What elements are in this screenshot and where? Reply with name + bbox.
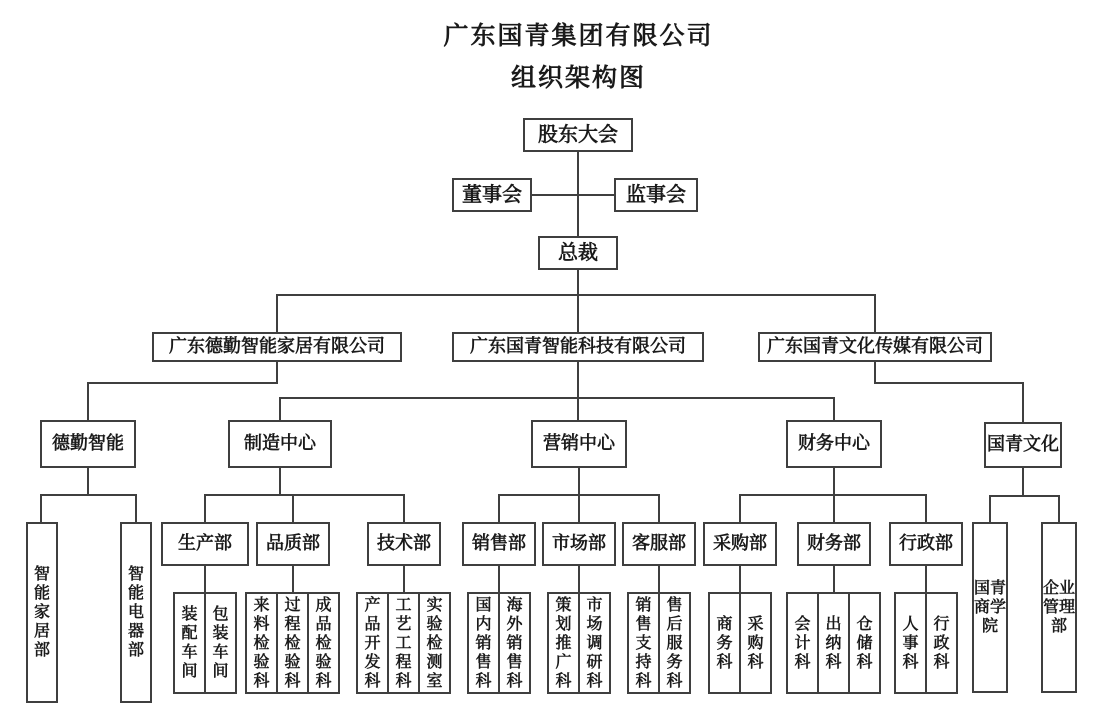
- connector-line: [989, 495, 1060, 497]
- node-board-of-directors: 董事会: [452, 178, 532, 212]
- node-center-marketing: 营销中心: [531, 420, 627, 468]
- node-dept-admin: 行政部: [889, 522, 963, 566]
- node-dept-technology: 技术部: [367, 522, 441, 566]
- node-domestic-sales: 国内销售科: [475, 596, 492, 690]
- node-after-sales-service: 售后服务科: [658, 594, 689, 692]
- sub-group-finance: [786, 592, 881, 694]
- connector-line: [1058, 496, 1060, 522]
- connector-line: [279, 398, 281, 420]
- connector-line: [87, 468, 89, 495]
- node-purchasing-section: 采购科: [739, 594, 770, 692]
- node-cashier-section: 出纳科: [817, 594, 848, 692]
- node-testing-lab: 实验检测室: [418, 594, 449, 692]
- connector-line: [279, 397, 835, 399]
- sub-group-admin: [894, 592, 958, 694]
- node-process-engineering: 工艺工程科: [387, 594, 418, 692]
- connector-line: [578, 468, 580, 495]
- connector-line: [87, 383, 89, 420]
- node-dept-quality: 品质部: [256, 522, 330, 566]
- connector-line: [739, 495, 741, 522]
- connector-line: [1022, 383, 1024, 422]
- node-dept-market: 市场部: [542, 522, 616, 566]
- sub-group-customer-service: [627, 592, 691, 694]
- node-company-guoqing-tech: 广东国青智能科技有限公司: [452, 332, 704, 362]
- connector-line: [403, 495, 405, 522]
- node-dept-sales: 销售部: [462, 522, 536, 566]
- connector-line: [989, 496, 991, 522]
- node-dept-production: 生产部: [161, 522, 249, 566]
- node-sales-support: 销售支持科: [635, 596, 652, 690]
- node-smart-home-dept: 智能家居部: [26, 522, 58, 703]
- connector-line: [204, 566, 206, 592]
- node-final-inspection: 成品检验科: [307, 594, 338, 692]
- connector-line: [833, 468, 835, 495]
- connector-line: [577, 362, 579, 420]
- connector-line: [739, 494, 927, 496]
- sub-group-market: [547, 592, 611, 694]
- connector-line: [833, 566, 835, 592]
- node-overseas-sales: 海外销售科: [498, 594, 529, 692]
- connector-line: [578, 495, 580, 522]
- chart-title-line2: 组织架构图: [510, 64, 646, 92]
- node-center-manufacturing: 制造中心: [228, 420, 332, 468]
- connector-line: [403, 566, 405, 592]
- connector-line: [87, 382, 278, 384]
- connector-line: [204, 494, 405, 496]
- connector-line: [833, 495, 835, 522]
- connector-line: [833, 398, 835, 420]
- connector-line: [40, 494, 137, 496]
- node-market-research: 市场调研科: [578, 594, 609, 692]
- connector-line: [577, 270, 579, 295]
- connector-line: [204, 495, 206, 522]
- node-guoqing-business-school: 国青商学院: [972, 522, 1008, 693]
- node-accounting-section: 会计科: [794, 615, 811, 671]
- node-planning-promotion: 策划推广科: [555, 596, 572, 690]
- sub-group-technology: [356, 592, 451, 694]
- connector-line: [279, 468, 281, 495]
- node-packaging-workshop: 包装车间: [204, 594, 235, 692]
- connector-line: [135, 495, 137, 522]
- node-dept-customer-service: 客服部: [622, 522, 696, 566]
- sub-group-sales: [467, 592, 531, 694]
- node-warehouse-section: 仓储科: [848, 594, 879, 692]
- node-assembly-workshop: 装配车间: [181, 606, 198, 680]
- connector-line: [874, 382, 1024, 384]
- node-company-deqin-smart-home: 广东德勤智能家居有限公司: [152, 332, 402, 362]
- connector-line: [874, 295, 876, 332]
- sub-group-production: [173, 592, 237, 694]
- node-smart-appliance-dept: 智能电器部: [120, 522, 152, 703]
- node-hr-section: 人事科: [902, 615, 919, 671]
- sub-group-procurement: [708, 592, 772, 694]
- node-center-guoqing-culture: 国青文化: [984, 422, 1062, 468]
- node-incoming-inspection: 来料检验科: [253, 596, 270, 690]
- node-admin-section: 行政科: [925, 594, 956, 692]
- connector-line: [276, 294, 876, 296]
- connector-line: [498, 495, 500, 522]
- connector-line: [925, 566, 927, 592]
- connector-line: [577, 295, 579, 332]
- connector-line: [925, 495, 927, 522]
- connector-line: [498, 566, 500, 592]
- node-supervisory-board: 监事会: [614, 178, 698, 212]
- node-center-deqin-smart: 德勤智能: [40, 420, 136, 468]
- connector-line: [874, 362, 876, 383]
- connector-line: [498, 494, 660, 496]
- node-enterprise-management-dept: 企业管理部: [1041, 522, 1077, 693]
- connector-line: [578, 566, 580, 592]
- sub-group-quality: [245, 592, 340, 694]
- node-company-guoqing-media: 广东国青文化传媒有限公司: [758, 332, 992, 362]
- connector-line: [532, 194, 614, 196]
- node-commerce-section: 商务科: [716, 615, 733, 671]
- connector-line: [40, 495, 42, 522]
- node-product-development: 产品开发科: [364, 596, 381, 690]
- connector-line: [276, 295, 278, 332]
- node-center-finance: 财务中心: [786, 420, 882, 468]
- node-dept-finance: 财务部: [797, 522, 871, 566]
- connector-line: [658, 566, 660, 592]
- node-dept-procurement: 采购部: [703, 522, 777, 566]
- node-shareholders-meeting: 股东大会: [523, 118, 633, 152]
- connector-line: [1022, 468, 1024, 496]
- connector-line: [276, 362, 278, 383]
- connector-line: [658, 495, 660, 522]
- connector-line: [292, 495, 294, 522]
- node-president: 总裁: [538, 236, 618, 270]
- connector-line: [292, 566, 294, 592]
- chart-title-line1: 广东国青集团有限公司: [443, 22, 714, 50]
- connector-line: [739, 566, 741, 592]
- node-process-inspection: 过程检验科: [276, 594, 307, 692]
